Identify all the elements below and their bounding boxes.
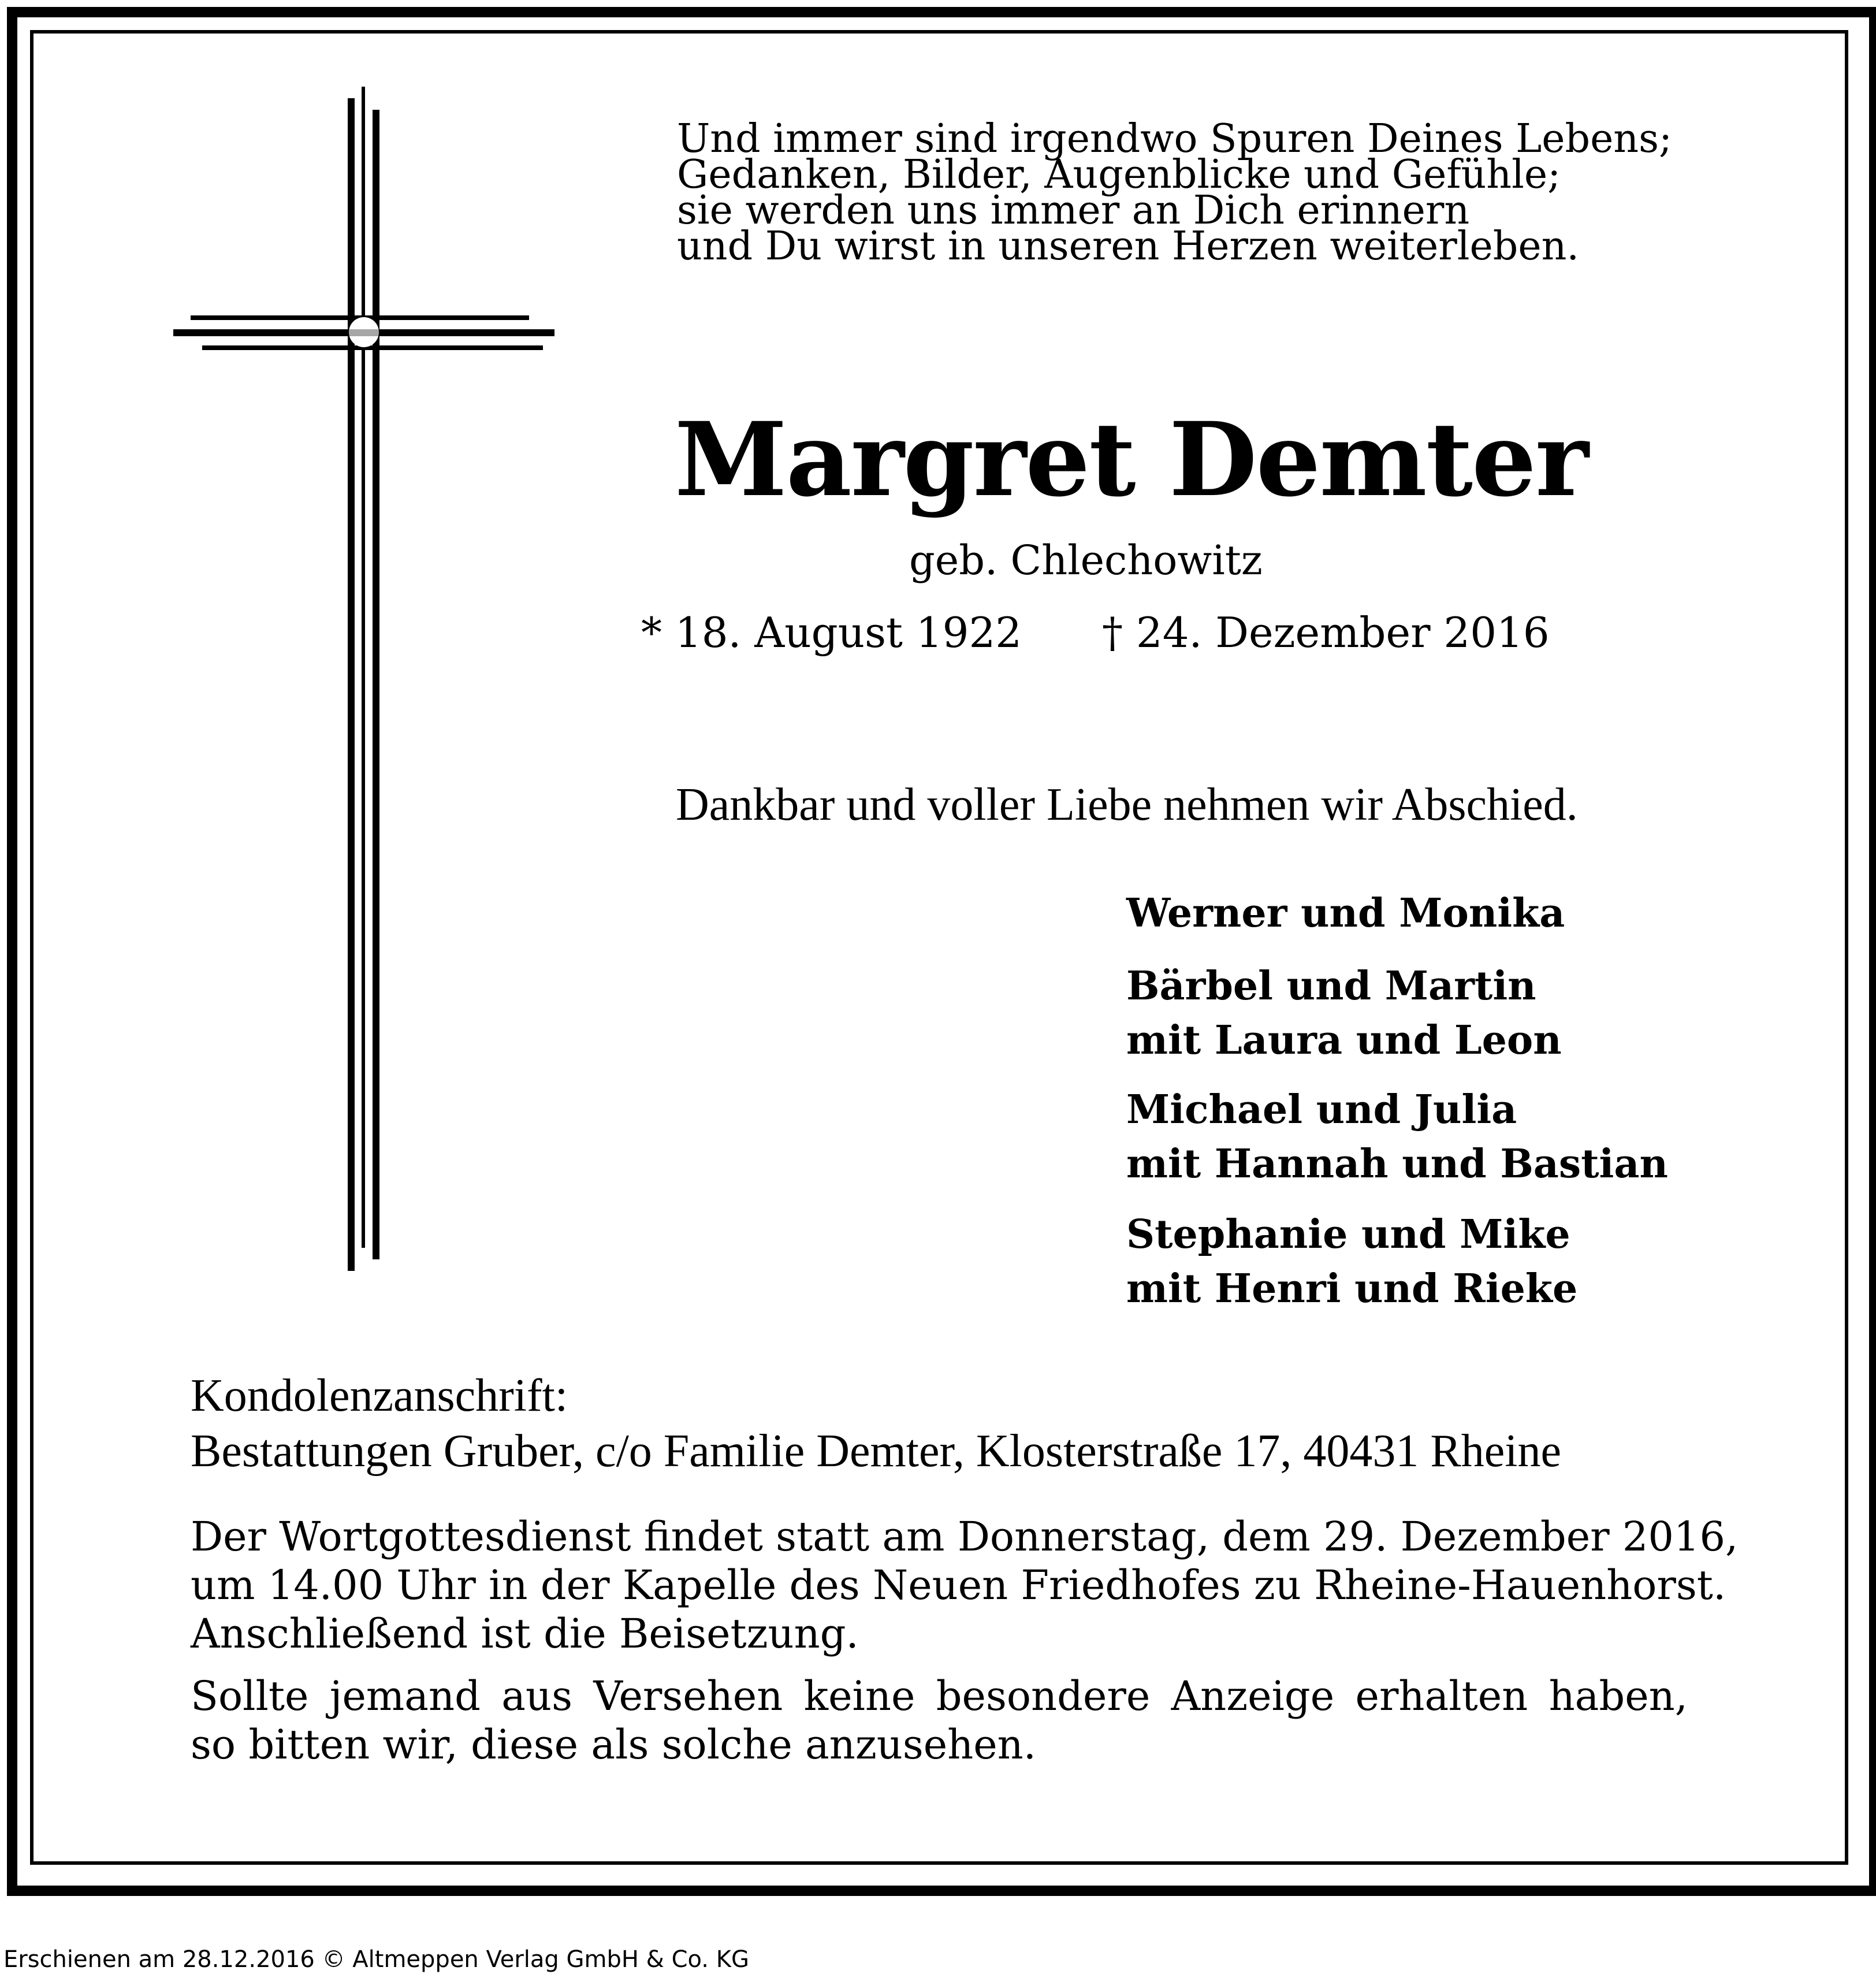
mourner-line: Michael und Julia (1126, 1087, 1517, 1133)
mourner-group (1126, 1207, 1577, 1316)
service-line: Der Wortgottesdienst findet statt am Donnerstag, dem 29. Dezember 2016, (191, 1513, 1739, 1560)
death-date: † 24. Dezember 2016 (1102, 608, 1550, 657)
service-line: Anschließend ist die Beisetzung. (191, 1610, 859, 1657)
verse-line: sie werden uns immer an Dich erinnern (677, 188, 1470, 233)
notice-line: so bitten wir, diese als solche anzusehen. (191, 1721, 1037, 1768)
verse (677, 116, 1672, 269)
mourner-line: Bärbel und Martin (1126, 963, 1536, 1009)
mourner-line: mit Hannah und Bastian (1126, 1141, 1668, 1187)
service-line: um 14.00 Uhr in der Kapelle des Neuen Friedhofes zu Rheine-Hauenhorst. (191, 1561, 1726, 1609)
farewell-text: Dankbar und voller Liebe nehmen wir Abschied. (676, 779, 1578, 830)
mourner-group (1126, 1083, 1668, 1191)
mourner-line: Stephanie und Mike (1126, 1211, 1570, 1258)
publication-footer: Erschienen am 28.12.2016 © Altmeppen Verlag GmbH & Co. KG (3, 1946, 749, 1973)
verse-line: Und immer sind irgendwo Spuren Deines Lebens; (677, 116, 1672, 162)
notice-paragraph (191, 1672, 1688, 1769)
condolence-heading: Kondolenzanschrift: (191, 1370, 568, 1421)
mourner-group (1126, 959, 1562, 1068)
service-paragraph (191, 1512, 1739, 1658)
deceased-name: Margret Demter (675, 400, 1588, 519)
verse-line: Gedanken, Bilder, Augenblicke und Gefühle; (677, 152, 1561, 198)
verse-line: und Du wirst in unseren Herzen weiterleben. (677, 224, 1579, 269)
condolence-block (191, 1368, 1561, 1479)
mourner-line: Werner und Monika (1126, 890, 1565, 936)
condolence-address: Bestattungen Gruber, c/o Familie Demter, Klosterstraße 17, 40431 Rheine (191, 1426, 1562, 1477)
mourner-line: mit Henri und Rieke (1126, 1266, 1578, 1312)
maiden-name: geb. Chlechowitz (909, 537, 1263, 584)
cross-icon (173, 87, 554, 1271)
notice-line: Sollte jemand aus Versehen keine besondere Anzeige erhalten haben, (191, 1672, 1688, 1720)
mourner-group (1126, 886, 1565, 940)
mourner-line: mit Laura und Leon (1126, 1017, 1562, 1064)
birth-date: * 18. August 1922 (641, 608, 1022, 657)
